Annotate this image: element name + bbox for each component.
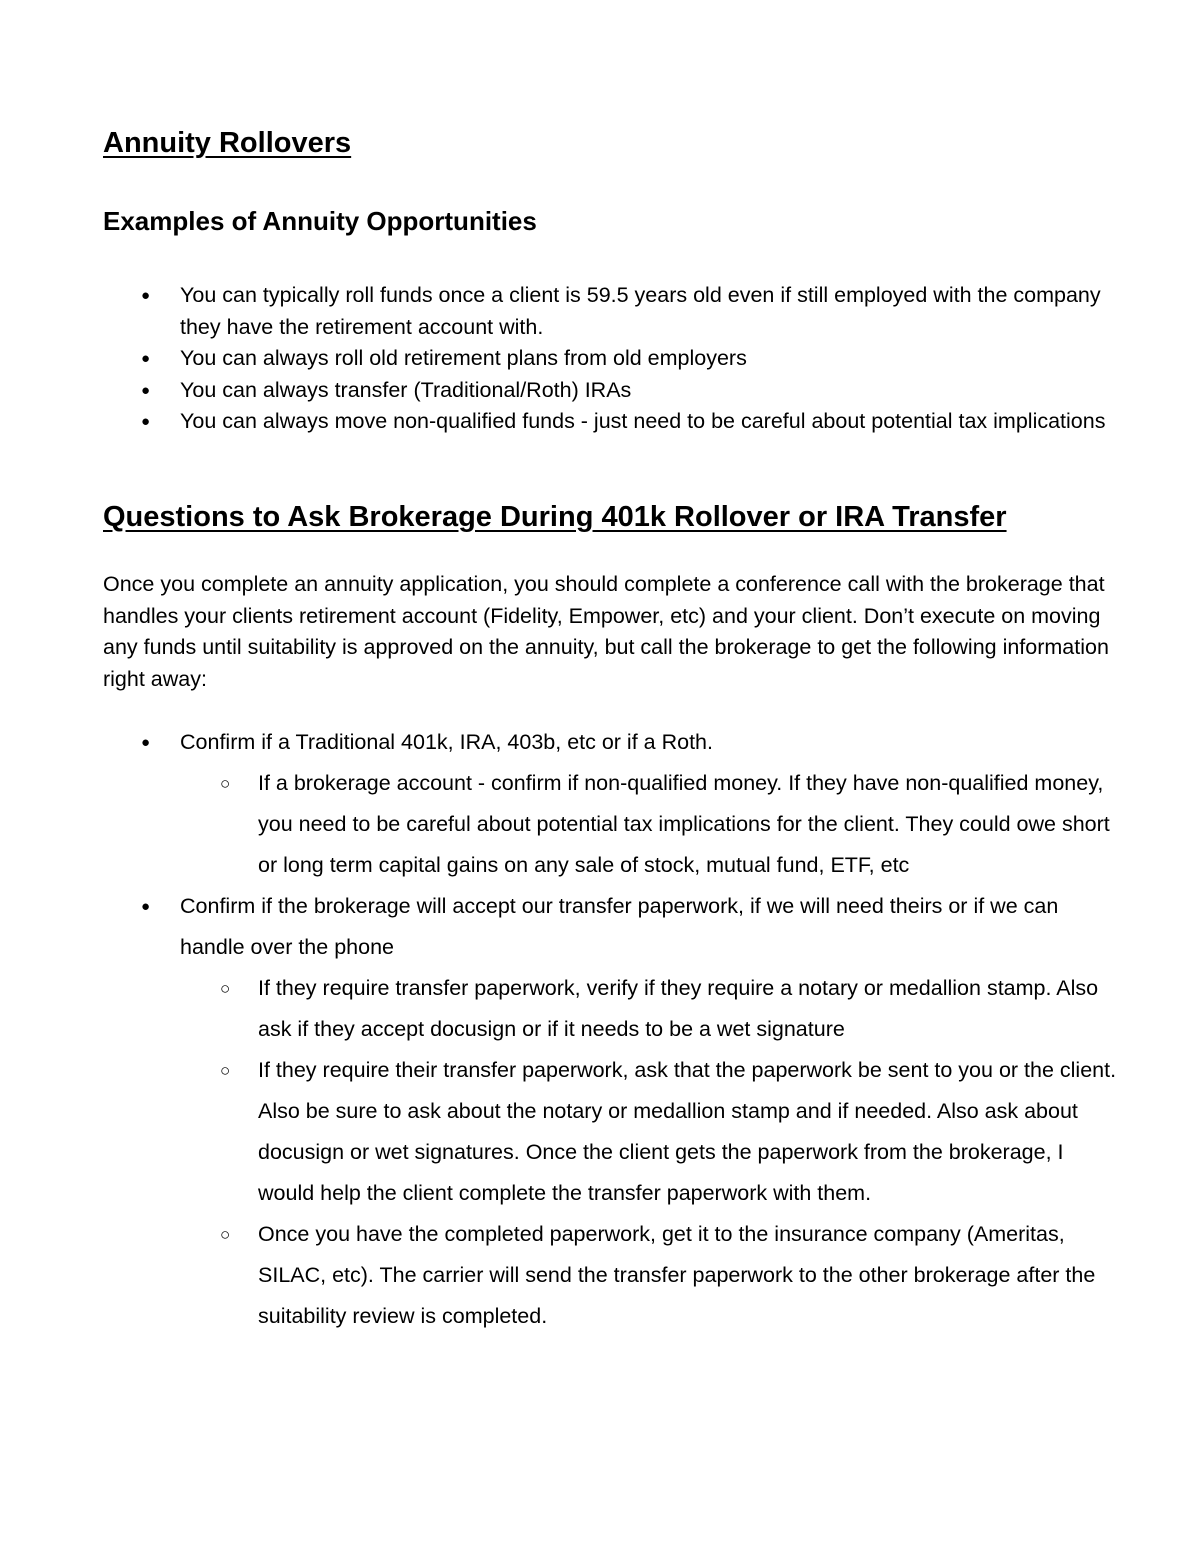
question-item (103, 722, 1118, 886)
question-text: Confirm if a Traditional 401k, IRA, 403b, etc or if a Roth. (180, 730, 713, 754)
question-sublist (180, 763, 1118, 886)
list-item: ● You can typically roll funds once a client is 59.5 years old even if still employed with the company they have the retirement account with. (103, 280, 1113, 343)
examples-list (103, 280, 1113, 438)
sublist-item: ○ If they require transfer paperwork, verify if they require a notary or medallion stamp. Also ask if they accept docusign or if it needs to be a wet signature (180, 968, 1118, 1050)
sublist-item: ○ If they require their transfer paperwork, ask that the paperwork be sent to you or the client. Also be sure to ask about the notary or medallion stamp and if needed. Also ask about docusign or wet signatures. Once the client gets the paperwork from the brokerage, I would help the client complete the transfer paperwork with them. (180, 1050, 1118, 1214)
question-text: Confirm if the brokerage will accept our transfer paperwork, if we will need theirs or if we can handle over the phone (180, 894, 1059, 959)
document-title: Annuity Rollovers (103, 127, 352, 159)
sublist-item: ○ If a brokerage account - confirm if non-qualified money. If they have non-qualified money, you need to be careful about potential tax implications for the client. They could owe short or long term capital gains on any sale of stock, mutual fund, ETF, etc (180, 763, 1118, 886)
question-sublist (180, 968, 1118, 1337)
intro-paragraph: Once you complete an annuity application, you should complete a conference call with the brokerage that handles your clients retirement account (Fidelity, Empower, etc) and your client. Don’t execute on moving any funds until suitability is approved on the annuity, but call the brokerage to get the following information right away: (103, 572, 1109, 691)
sublist-item: ○ Once you have the completed paperwork, get it to the insurance company (Ameritas, SILAC, etc). The carrier will send the transfer paperwork to the other brokerage after the suitability review is completed. (180, 1214, 1118, 1337)
list-item: ● You can always transfer (Traditional/Roth) IRAs (103, 375, 1113, 407)
questions-list (103, 722, 1118, 1337)
list-item: ● You can always roll old retirement plans from old employers (103, 343, 1113, 375)
question-item (103, 886, 1118, 1337)
examples-heading: Examples of Annuity Opportunities (103, 206, 537, 236)
list-item: ● You can always move non-qualified funds - just need to be careful about potential tax implications (103, 406, 1113, 438)
questions-heading: Questions to Ask Brokerage During 401k Rollover or IRA Transfer (103, 501, 1007, 533)
